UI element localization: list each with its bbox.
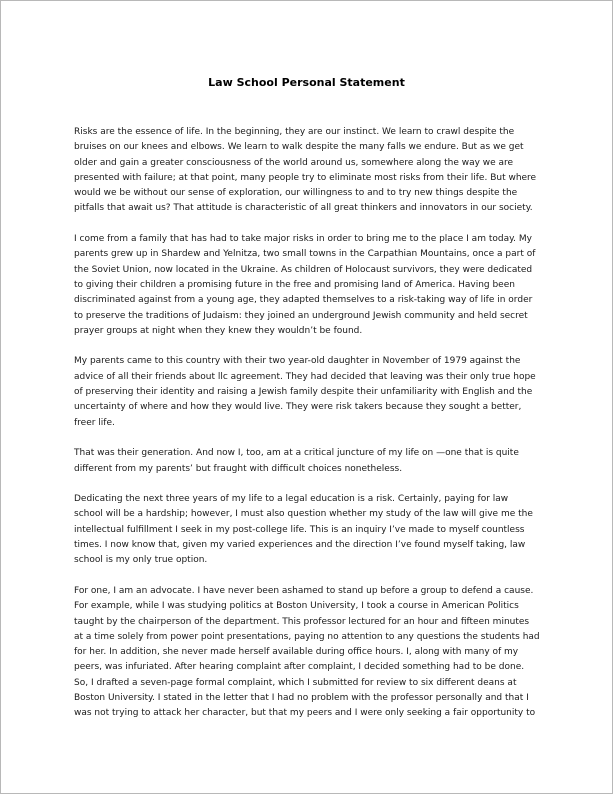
text-line: to giving their children a promising future in the free and promising land of America. Having been (74, 279, 515, 290)
text-line: of preserving their identity and raising a Jewish family despite their unfamiliarity with English and the (74, 387, 533, 398)
text-line: the Soviet Union, now located in the Ukraine. As children of Holocaust survivors, they were dedicated (74, 264, 533, 275)
text-line: Dedicating the next three years of my life to a legal education is a risk. Certainly, paying for law (74, 494, 509, 505)
text-line: school will be a hardship; however, I must also question whether my study of the law will give me the (74, 509, 533, 520)
document-body (74, 125, 546, 737)
text-line: peers, was infuriated. After hearing complaint after complaint, I decided something had to be done. (74, 662, 525, 673)
text-line: Risks are the essence of life. In the beginning, they are our instinct. We learn to crawl despite the (74, 127, 515, 137)
text-line: Boston University. I stated in the letter that I had no problem with the professor personally and that I (74, 692, 529, 703)
text-line: pitfalls that await us? That attitude is characteristic of all great thinkers and innovators in our society. (74, 203, 533, 214)
text-line: That was their generation. And now I, too, am at a critical juncture of my life on —one that is quite (74, 448, 519, 459)
text-line: presented with failure; at that point, many people try to eliminate most risks from their life. But where (74, 172, 537, 183)
text-line: taught by the chairperson of the department. This professor lectured for an hour and fifteen minutes (74, 616, 530, 627)
paragraph-3 (74, 354, 546, 430)
paragraph-5 (74, 492, 546, 568)
document-title: Law School Personal Statement (208, 76, 405, 89)
text-line: advice of all their friends about llc agreement. They had decided that leaving was their only true hope (74, 371, 536, 382)
paragraph-4 (74, 446, 546, 477)
paragraph-1 (74, 125, 546, 217)
text-line: So, I drafted a seven-page formal complaint, which I submitted for review to six different deans at (74, 677, 517, 688)
text-line: parents grew up in Shardew and Yelnitza, two small towns in the Carpathian Mountains, once a part of (74, 249, 536, 260)
text-line: For one, I am an advocate. I have never been ashamed to stand up before a group to defend a cause. (74, 585, 534, 596)
text-line: to preserve the traditions of Judaism: they joined an underground Jewish community and held secret (74, 310, 528, 321)
paragraph-6 (74, 584, 546, 722)
text-line: older and gain a greater consciousness of the world around us, somewhere along the way we are (74, 157, 514, 168)
paragraph-2 (74, 232, 546, 339)
text-line: for her. In addition, she never made herself available during office hours. I, along with many of my (74, 647, 519, 658)
text-line: would we be without our sense of exploration, our willingness to and to try new things despite the (74, 188, 518, 199)
text-line: prayer groups at night when they knew they wouldn’t be found. (74, 325, 363, 336)
text-line: was not trying to attack her character, but that my peers and I were only seeking a fair opportunity to (74, 708, 536, 719)
text-line: intellectual fulfillment I seek in my post-college life. This is an inquiry I’ve made to myself countless (74, 524, 525, 535)
text-line: For example, while I was studying politics at Boston University, I took a course in American Politics (74, 601, 519, 612)
text-line: at a time solely from power point presentations, paying no attention to any questions the students had (74, 631, 540, 642)
text-line: uncertainty of where and how they would live. They were risk takers because they sought a better, (74, 402, 522, 413)
text-line: I come from a family that has had to take major risks in order to bring me to the place I am today. My (74, 234, 532, 245)
text-line: times. I now know that, given my varied experiences and the direction I’ve found myself taking, law (74, 540, 526, 551)
text-line: freer life. (74, 417, 115, 428)
text-line: discriminated against from a young age, they adapted themselves to a risk-taking way of life in order (74, 295, 533, 306)
text-line: bruises on our knees and elbows. We learn to walk despite the many falls we endure. But as we get (74, 142, 524, 153)
text-line: school is my only true option. (74, 555, 208, 566)
text-line: My parents came to this country with their two year-old daughter in November of 1979 against the (74, 356, 521, 367)
text-line: different from my parents’ but fraught with difficult choices nonetheless. (74, 463, 403, 474)
